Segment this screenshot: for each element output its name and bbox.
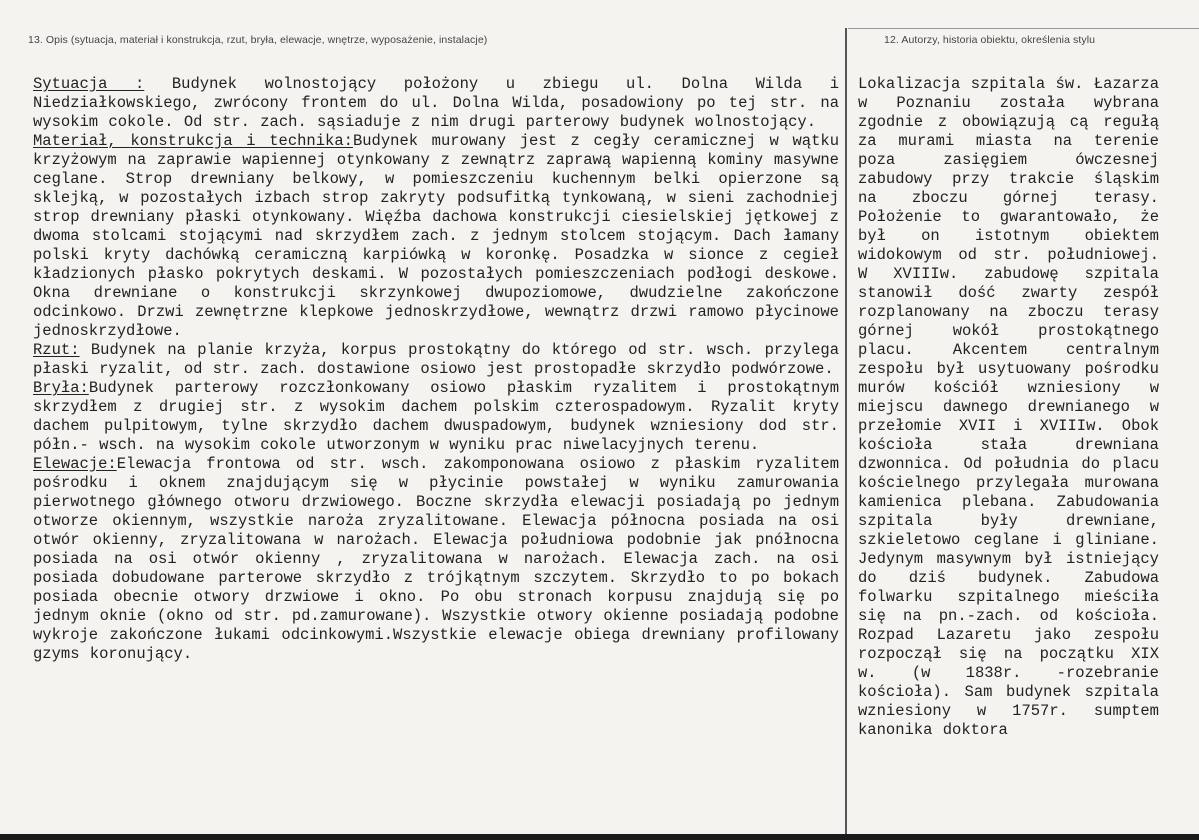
paragraph-bryla	[33, 379, 839, 455]
paragraph-elewacje	[33, 455, 839, 664]
text-history: Lokalizacja szpitala św. Łazarza w Poznaniu została wybrana zgodnie z obowiązują cą regułą za murami miasta na terenie poza zasięgiem ówczesnej zabudowy przy trakcie śląskim na zboczu górnej terasy. Położenie to gwarantowało, że był on istotnym obiektem widokowym od str. południowej. W XVIIIw. zabudowę szpitala stanowił dość zwarty zespół rozplanowany na zboczu terasy górnej wokół prostokątnego placu. Akcentem centralnym zespołu był usytuowany pośrodku murów kościół wzniesiony w miejscu dawnego drewnianego w przełomie XVII i XVIIIw. Obok kościoła stała drewniana dzwonnica. Od południa do placu kościelnego przylegała murowana kamienica plebana. Zabudowania szpitala były drewniane, szkieletowo ceglane i gliniane. Jedynym masywnym był istniejący do dziś budynek. Zabudowa folwarku szpitalnego mieściła się na pn.-zach. od kościoła. Rozpad Lazaretu jako zespołu rozpoczął się na początku XIX w. (w 1838r. -rozebranie kościoła). Sam budynek szpitala wzniesiony w 1757r. sumptem kanonika doktora	[858, 75, 1159, 739]
heading-sytuacja: Sytuacja :	[33, 75, 145, 93]
description-column	[33, 75, 839, 664]
text-bryla: Budynek parterowy rozczłonkowany osiowo płaskim ryzalitem i prostokątnym skrzydłem z drugiej str. z wysokim dachem polskim czterospadowym. Ryzalit kryty dachem pulpitowym, tylne skrzydło dachem dwuspadowym, budynek wzniesiony dod str. półn.- wsch. na wysokim cokole utworzonym w wyniku prac niwelacyjnych terenu.	[33, 379, 839, 454]
column-divider	[845, 28, 847, 840]
paragraph-material	[33, 132, 839, 341]
paragraph-sytuacja	[33, 75, 839, 132]
text-sytuacja: Budynek wolnostojący położony u zbiegu ul. Dolna Wilda i Niedziałkowskiego, zwrócony frontem do ul. Dolna Wilda, posadowiony po tej str. na wysokim cokole. Od str. zach. sąsiaduje z nim drugi parterowy budynek wolnostojący.	[33, 75, 840, 131]
text-elewacje: Elewacja frontowa od str. wsch. zakomponowana osiowo z płaskim ryzalitem pośrodku i oknem znajdującym się w płycinie powstałej w wyniku zamurowania pierwotnego głównego otworu drzwiowego. Boczne skrzydła elewacji posiadają po jednym otworze okiennym, wszystkie naroża zryzalitowane. Elewacja północna posiada na osi otwór okienny, zryzalitowana w narożach. Elewacja południowa podobnie jak pnółnocna posiada na osi otwór okienny , zryzalitowana w narożach. Elewacja zach. na osi posiada dobudowane parterowe skrzydło z trójkątnym szczytem. Skrzydło to po bokach posiada obecnie otwory drzwiowe i okno. Po obu stronach korpusu znajdują się po jednym oknie (okno od str. pd.zamurowane). Wszystkie otwory okienne posiadają podobne wykroje zakończone łukami odcinkowymi.Wszystkie elewacje obiega drewniany profilowany gzyms koronujący.	[33, 455, 839, 663]
scan-bottom-edge	[0, 834, 1199, 840]
right-column-top-rule	[848, 28, 1199, 29]
heading-bryla: Bryła:	[33, 379, 89, 397]
heading-rzut: Rzut:	[33, 341, 80, 359]
heading-elewacje: Elewacje:	[33, 455, 117, 473]
text-rzut: Budynek na planie krzyża, korpus prostokątny do którego od str. wsch. przylega płaski ryzalit, od str. zach. dostawione osiowo jest prostopadłe skrzydło podwórzowe.	[33, 341, 839, 378]
text-material: Budynek murowany jest z cegły ceramicznej w wątku krzyżowym na zaprawie wapiennej otynkowany z zewnątrz zaprawą wapienną kominy masywne ceglane. Strop drewniany belkowy, w pomieszczeniu kuchennym belki opierzone są sklejką, w pozostałych izbach strop zakryty podsufitką tynkowaną, w sieni zachodniej strop drewniany płaski otynkowany. Więźba dachowa konstrukcji ciesielskiej jętkowej z dwoma stolcami stojącymi nad skrzydłem zach. z jednym stolcem stojącym. Dach łamany polski kryty dachówką ceramiczną karpiówką w koronkę. Posadzka w sionce z cegieł kładzionych płasko pokrytych deskami. W pozostałych pomieszczeniach podłogi deskowe. Okna drewniane o konstrukcji skrzynkowej dwupoziomowe, dwudzielne zakończone odcinkowo. Drzwi zewnętrzne klepkowe jednoskrzydłowe, wewnątrz drzwi ramowo płycinowe jednoskrzydłowe.	[33, 132, 839, 340]
section-12-header: 12. Autorzy, historia obiektu, określenia stylu	[884, 34, 1096, 46]
history-column	[858, 75, 1159, 740]
paragraph-rzut	[33, 341, 839, 379]
heading-material: Materiał, konstrukcja i technika:	[33, 132, 353, 150]
section-13-header: 13. Opis (sytuacja, materiał i konstrukcja, rzut, bryła, elewacje, wnętrze, wyposażenie, instalacje)	[28, 34, 488, 46]
